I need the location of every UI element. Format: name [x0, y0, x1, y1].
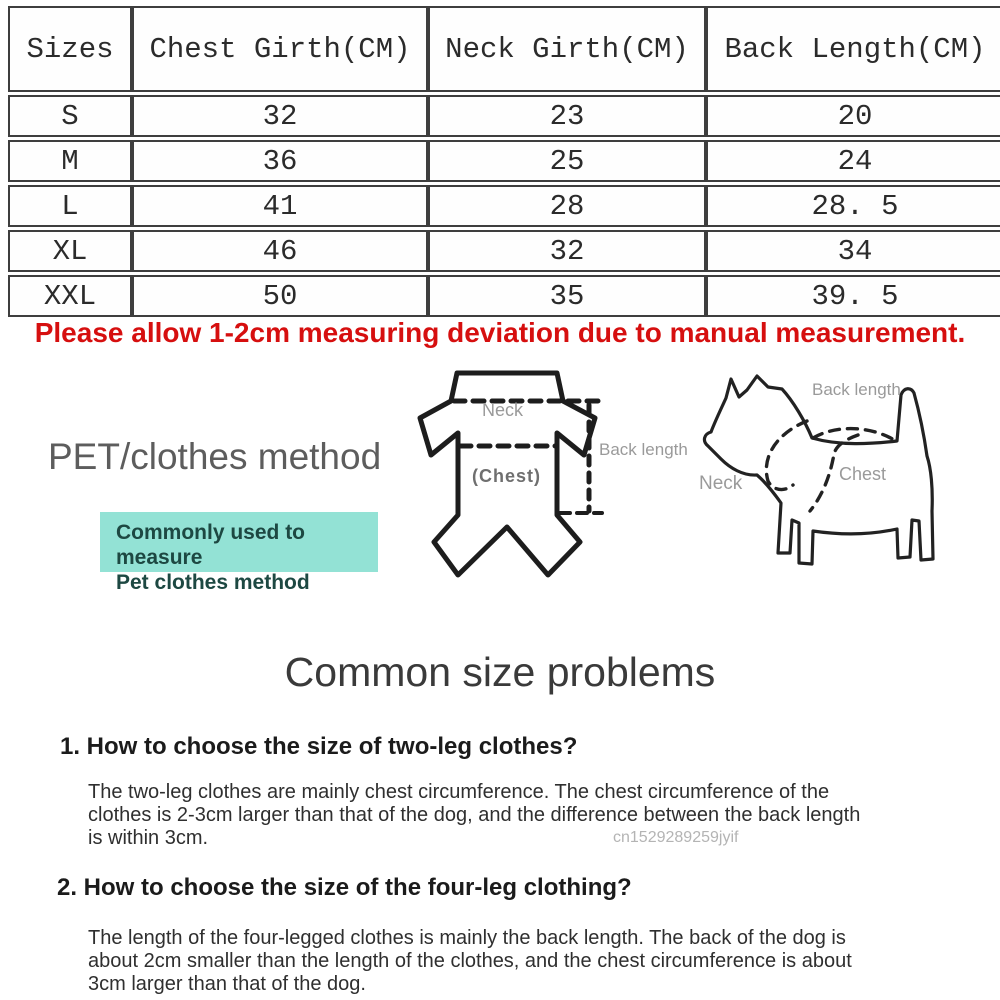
- faq-question-2: 2. How to choose the size of the four-leg clothing?: [57, 874, 632, 901]
- header-back-length: Back Length(CM): [706, 6, 1000, 92]
- back-cell: 24: [706, 140, 1000, 182]
- table-row: [8, 140, 1000, 182]
- size-table: [8, 3, 1000, 320]
- measurement-deviation-notice: Please allow 1-2cm measuring deviation due to manual measurement.: [34, 317, 966, 348]
- faq-answer-2: The length of the four-legged clothes is mainly the back length. The back of the dog is about 2cm smaller than the length of the clothes, and the chest circumference is about 3cm larger than that of the dog.: [88, 927, 852, 995]
- chest-cell: 46: [132, 230, 428, 272]
- back-cell: 20: [706, 95, 1000, 137]
- size-cell: S: [8, 95, 132, 137]
- neck-cell: 28: [428, 185, 706, 227]
- clothes-back-length-label: Back length: [599, 440, 688, 459]
- table-row: [8, 275, 1000, 317]
- size-cell: M: [8, 140, 132, 182]
- chest-cell: 32: [132, 95, 428, 137]
- dog-outline: [704, 376, 933, 564]
- neck-cell: 32: [428, 230, 706, 272]
- dog-neck-label: Neck: [699, 473, 743, 494]
- dog-neck-dashline: [766, 421, 807, 490]
- clothes-neck-label: Neck: [482, 400, 524, 420]
- chest-cell: 36: [132, 140, 428, 182]
- dog-back-length-label: Back length: [812, 380, 901, 399]
- dog-chest-label: Chest: [839, 464, 887, 484]
- table-row: [8, 95, 1000, 137]
- size-cell: XXL: [8, 275, 132, 317]
- back-cell: 34: [706, 230, 1000, 272]
- faq-question-1: 1. How to choose the size of two-leg clothes?: [60, 733, 578, 760]
- method-badge-line2: Pet clothes method: [116, 571, 310, 594]
- faq-answer-1: The two-leg clothes are mainly chest circumference. The chest circumference of the clothes is 2-3cm larger than that of the dog, and the difference between the back length is within 3cm.: [88, 781, 861, 849]
- header-neck-girth: Neck Girth(CM): [428, 6, 706, 92]
- back-cell: 39. 5: [706, 275, 1000, 317]
- method-badge: [100, 512, 378, 594]
- method-badge-line1: Commonly used to measure: [116, 521, 306, 569]
- chest-cell: 41: [132, 185, 428, 227]
- size-table-container: [8, 3, 1000, 320]
- chest-cell: 50: [132, 275, 428, 317]
- header-chest-girth: Chest Girth(CM): [132, 6, 428, 92]
- seller-watermark: cn1529289259jyif: [613, 829, 739, 846]
- size-cell: XL: [8, 230, 132, 272]
- neck-cell: 23: [428, 95, 706, 137]
- back-cell: 28. 5: [706, 185, 1000, 227]
- faq-title: Common size problems: [284, 649, 716, 695]
- clothes-chest-label: (Chest): [472, 466, 541, 486]
- table-row: [8, 230, 1000, 272]
- table-row: [8, 185, 1000, 227]
- table-header-row: [8, 6, 1000, 92]
- neck-cell: 25: [428, 140, 706, 182]
- size-cell: L: [8, 185, 132, 227]
- pet-clothes-method-title: PET/clothes method: [48, 436, 382, 477]
- neck-cell: 35: [428, 275, 706, 317]
- header-sizes: Sizes: [8, 6, 132, 92]
